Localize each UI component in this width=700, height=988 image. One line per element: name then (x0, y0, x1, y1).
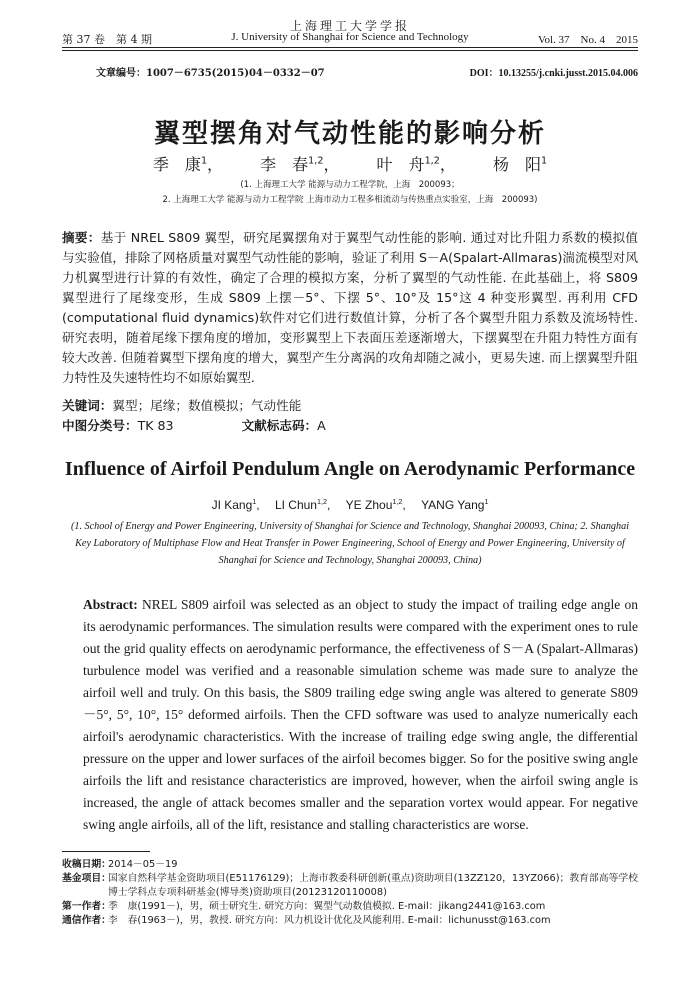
author-en: LI Chun$^{1,2}$, (274, 497, 331, 512)
running-header-volume-en: Vol. 37 No. 4 2015 (537, 34, 638, 46)
abstract-cn (62, 228, 638, 388)
title-cn: 翼型摆角对气动性能的影响分析 (153, 119, 546, 149)
keywords-cn-label: 关键词： (62, 398, 113, 413)
running-header-volume-cn: 第 37 卷 第 4 期 (62, 33, 152, 46)
doc-code-value: A (317, 418, 326, 433)
author-cn: 叶 舟$^{1,2}$， (376, 155, 456, 174)
article-number: 文章编号：1007－6735(2015)04－0332－07 (96, 68, 325, 79)
header-rule-thin (62, 50, 638, 51)
abstract-en (83, 594, 638, 836)
header-rule (62, 47, 638, 48)
abstract-en-text: NREL S809 airfoil was selected as an object to study the impact of trailing edge angle on its aerodynamic performances. The simulation results were compared with the experiment ones to rule out the grid quality effects on aerodynamic performance, the effectiveness of S－A (Spalart-Allmaras) turbulence model was verified and a reasonable simulation scheme was made sure to analyze the airfoil well and truly. On this basis, the S809 trailing edge swing angle was altered to generate S809 －5°, 5°, 10°, 15° deformed airfoils. Then the CFD software was used to analyze numerically each airfoil's aerodynamic characteristics. With the increase of trailing edge swing angle, the differential pressure on the upper and lower surfaces of the airfoil becomes bigger. So for the positive swing angle airfoils the lift and resistance characteristics are improved, however, when the airfoil swing angle is increased, the angle of attack becomes smaller and the separation vortex would appear. For negative swing angle airfoils, all of the lift, resistance and stalling characteristics are worse. (83, 597, 638, 832)
footnote-rule (62, 851, 150, 852)
author-en: JI Kang$^1$, (211, 497, 260, 512)
affiliations-en: (1. School of Energy and Power Engineering, University of Shanghai for Science and Technology, Shanghai 200093, China; 2. Shanghai Key Laboratory of Multiphase Flow and Heat Transfer in Power Engineering, School of Energy and Power Engineering, University of Shanghai for Science and Technology, Shanghai 200093, China) (70, 521, 630, 566)
author-cn: 季 康$^1$， (152, 155, 224, 174)
author-en: YE Zhou$^{1,2}$, (345, 497, 406, 512)
running-header-journal: J. University of Shanghai for Science and Technology (231, 31, 469, 43)
abstract-cn-label: 摘要： (62, 230, 101, 245)
footnote-first-author: 第一作者： 季 康(1991－)，男，硕士研究生. 研究方向：翼型气动数值模拟. E-mail：jikang2441@163.com (62, 901, 546, 912)
classification-value: TK 83 (137, 418, 174, 433)
title-en: Influence of Airfoil Pendulum Angle on Aerodynamic Performance (64, 458, 636, 480)
author-en: YANG Yang$^1$ (421, 497, 489, 512)
authors-en (0, 498, 700, 512)
classification-line (62, 416, 638, 436)
doi: DOI：10.13255/j.cnki.jusst.2015.04.006 (469, 68, 638, 79)
doc-code-label: 文献标志码： (241, 418, 318, 433)
authors-cn (0, 152, 700, 175)
classification-label: 中图分类号： (62, 418, 138, 433)
footnote-received: 收稿日期： 2014－05－19 (62, 859, 178, 870)
running-header-university: 上海理工大学学报 (289, 19, 410, 33)
footnote-funding: 基金项目： 国家自然科学基金资助项目(E51176129)；上海市教委科研创新(重点)资助项目(13ZZ120，13YZ066)；教育部高等学校博士学科点专项科研基金(博导类)资助项目(20123120110008) (62, 873, 638, 898)
keywords-cn (62, 396, 638, 416)
abstract-en-label: Abstract: (83, 597, 138, 612)
keywords-cn-text: 翼型；尾缘；数值模拟；气动性能 (112, 398, 302, 413)
footnote-corresponding-author: 通信作者： 李 春(1963－)，男，教授. 研究方向：风力机设计优化及风能利用. E-mail：lichunusst@163.com (62, 915, 551, 926)
author-cn: 杨 阳$^1$ (492, 155, 548, 174)
affiliation-cn-2: 2. 上海理工大学 能源与动力工程学院 上海市动力工程多相流动与传热重点实验室，上海 200093) (162, 195, 538, 205)
author-cn: 李 春$^{1,2}$， (260, 155, 340, 174)
footnotes (62, 858, 638, 928)
affiliation-cn-1: (1. 上海理工大学 能源与动力工程学院，上海 200093； (240, 180, 460, 190)
abstract-cn-text: 基于 NREL S809 翼型，研究尾翼摆角对于翼型气动性能的影响. 通过对比升阻力系数的模拟值与实验值，排除了网格质量对翼型气动性能的影响，验证了利用 S－A(Spalart-Allmaras)湍流模型对风力机翼型进行计算的有效性，确定了合理的模拟方案，分析了翼型的气动性能. 在此基础上，将 S809 翼型进行了尾缘变形，生成 S809 上摆－5°、下摆 5°、10°及 15°这 4 种变形翼型. 再利用 CFD (computational fluid dynamics)软件对它们进行数值计算，分析了各个翼型升阻力系数及流场特性. 研究表明，随着尾缘下摆角度的增加，变形翼型上下表面压差逐渐增大，下摆翼型在升阻力特性方面有较大改善. 但随着翼型下摆角度的增大，翼型产生分离涡的攻角却随之减小，更易失速. 而上摆翼型升阻力特性及失速特性均不如原始翼型. (62, 230, 639, 385)
